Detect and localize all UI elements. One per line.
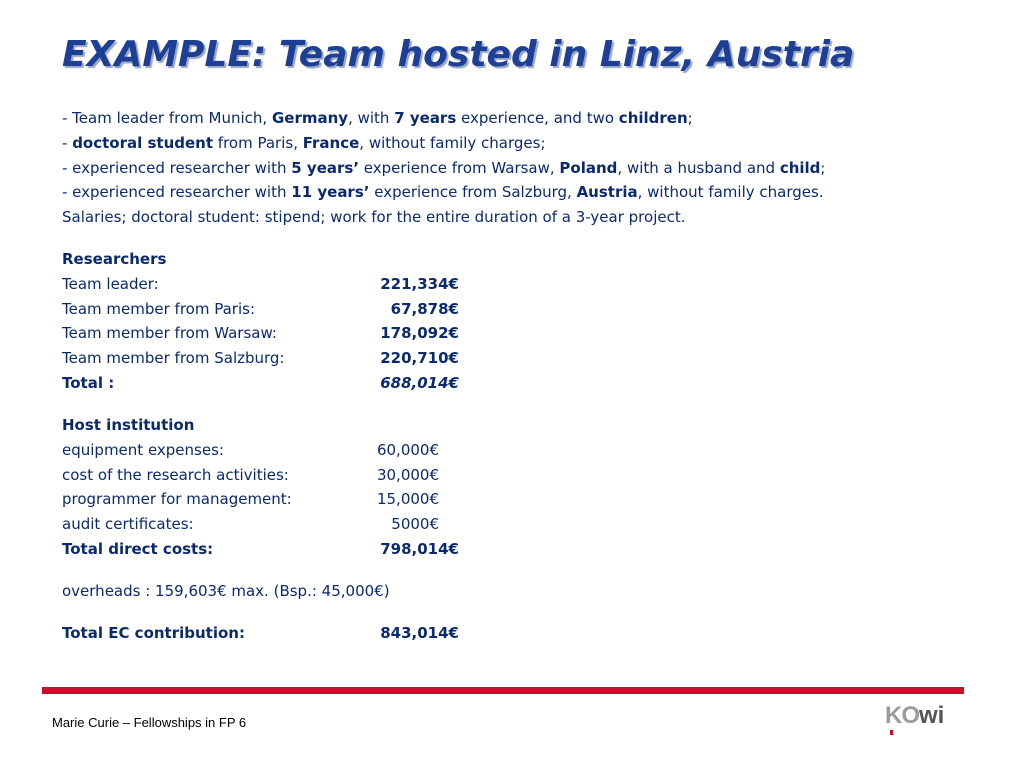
researchers-section bbox=[62, 247, 459, 396]
host-section bbox=[62, 413, 459, 562]
overheads-line: overheads : 159,603€ max. (Bsp.: 45,000€) bbox=[62, 582, 390, 600]
row-label: audit certificates: bbox=[62, 515, 194, 534]
intro-line-5: Salaries; doctoral student: stipend; work for the entire duration of a 3-year project. bbox=[62, 208, 686, 227]
intro-line-2: - doctoral student from Paris, France, without family charges; bbox=[62, 133, 546, 152]
page-title: EXAMPLE: Team hosted in Linz, Austria bbox=[62, 34, 855, 75]
row-label: cost of the research activities: bbox=[62, 465, 289, 484]
total-value: 798,014€ bbox=[380, 539, 459, 558]
row-value: 60,000€ bbox=[376, 440, 439, 459]
researcher-row bbox=[62, 346, 459, 371]
researchers-heading: Researchers bbox=[62, 250, 167, 268]
researcher-row bbox=[62, 272, 459, 297]
row-label: Team member from Warsaw: bbox=[62, 324, 277, 343]
footer-divider bbox=[42, 687, 964, 694]
row-label: Team member from Paris: bbox=[62, 299, 255, 318]
row-value: 220,710€ bbox=[380, 349, 459, 368]
intro-line-1: - Team leader from Munich, Germany, with 7 years experience, and two children; bbox=[62, 109, 693, 127]
host-row bbox=[62, 487, 439, 512]
ec-contribution bbox=[62, 621, 459, 646]
row-label: Team leader: bbox=[62, 274, 159, 293]
researcher-row bbox=[62, 297, 459, 322]
row-value: 67,878€ bbox=[390, 299, 459, 318]
row-value: 5000€ bbox=[391, 515, 439, 534]
host-row bbox=[62, 438, 439, 463]
total-value: 843,014€ bbox=[380, 624, 459, 642]
row-label: Team member from Salzburg: bbox=[62, 349, 285, 368]
researcher-row bbox=[62, 321, 459, 346]
intro-line-3: - experienced researcher with 5 years’ experience from Warsaw, Poland, with a husband and child; bbox=[62, 158, 826, 177]
kowi-logo: KOwi bbox=[885, 702, 965, 736]
intro-line-4: - experienced researcher with 11 years’ experience from Salzburg, Austria, without family charges. bbox=[62, 183, 824, 202]
total-label: Total EC contribution: bbox=[62, 624, 245, 642]
footer-text: Marie Curie – Fellowships in FP 6 bbox=[52, 715, 247, 730]
row-label: programmer for management: bbox=[62, 490, 292, 509]
row-value: 221,334€ bbox=[380, 274, 459, 293]
host-total-row bbox=[62, 537, 459, 562]
row-label: equipment expenses: bbox=[62, 440, 224, 459]
row-value: 178,092€ bbox=[380, 324, 459, 343]
host-row bbox=[62, 512, 439, 537]
total-label: Total direct costs: bbox=[62, 539, 214, 558]
total-value: 688,014€ bbox=[380, 373, 459, 392]
total-label: Total : bbox=[62, 373, 115, 392]
logo-accent bbox=[890, 730, 893, 735]
row-value: 30,000€ bbox=[376, 465, 439, 484]
researchers-total-row bbox=[62, 371, 459, 396]
ec-total-row bbox=[62, 621, 459, 646]
host-heading: Host institution bbox=[62, 416, 195, 434]
intro-text bbox=[62, 106, 825, 230]
row-value: 15,000€ bbox=[376, 490, 439, 509]
host-row bbox=[62, 463, 439, 488]
